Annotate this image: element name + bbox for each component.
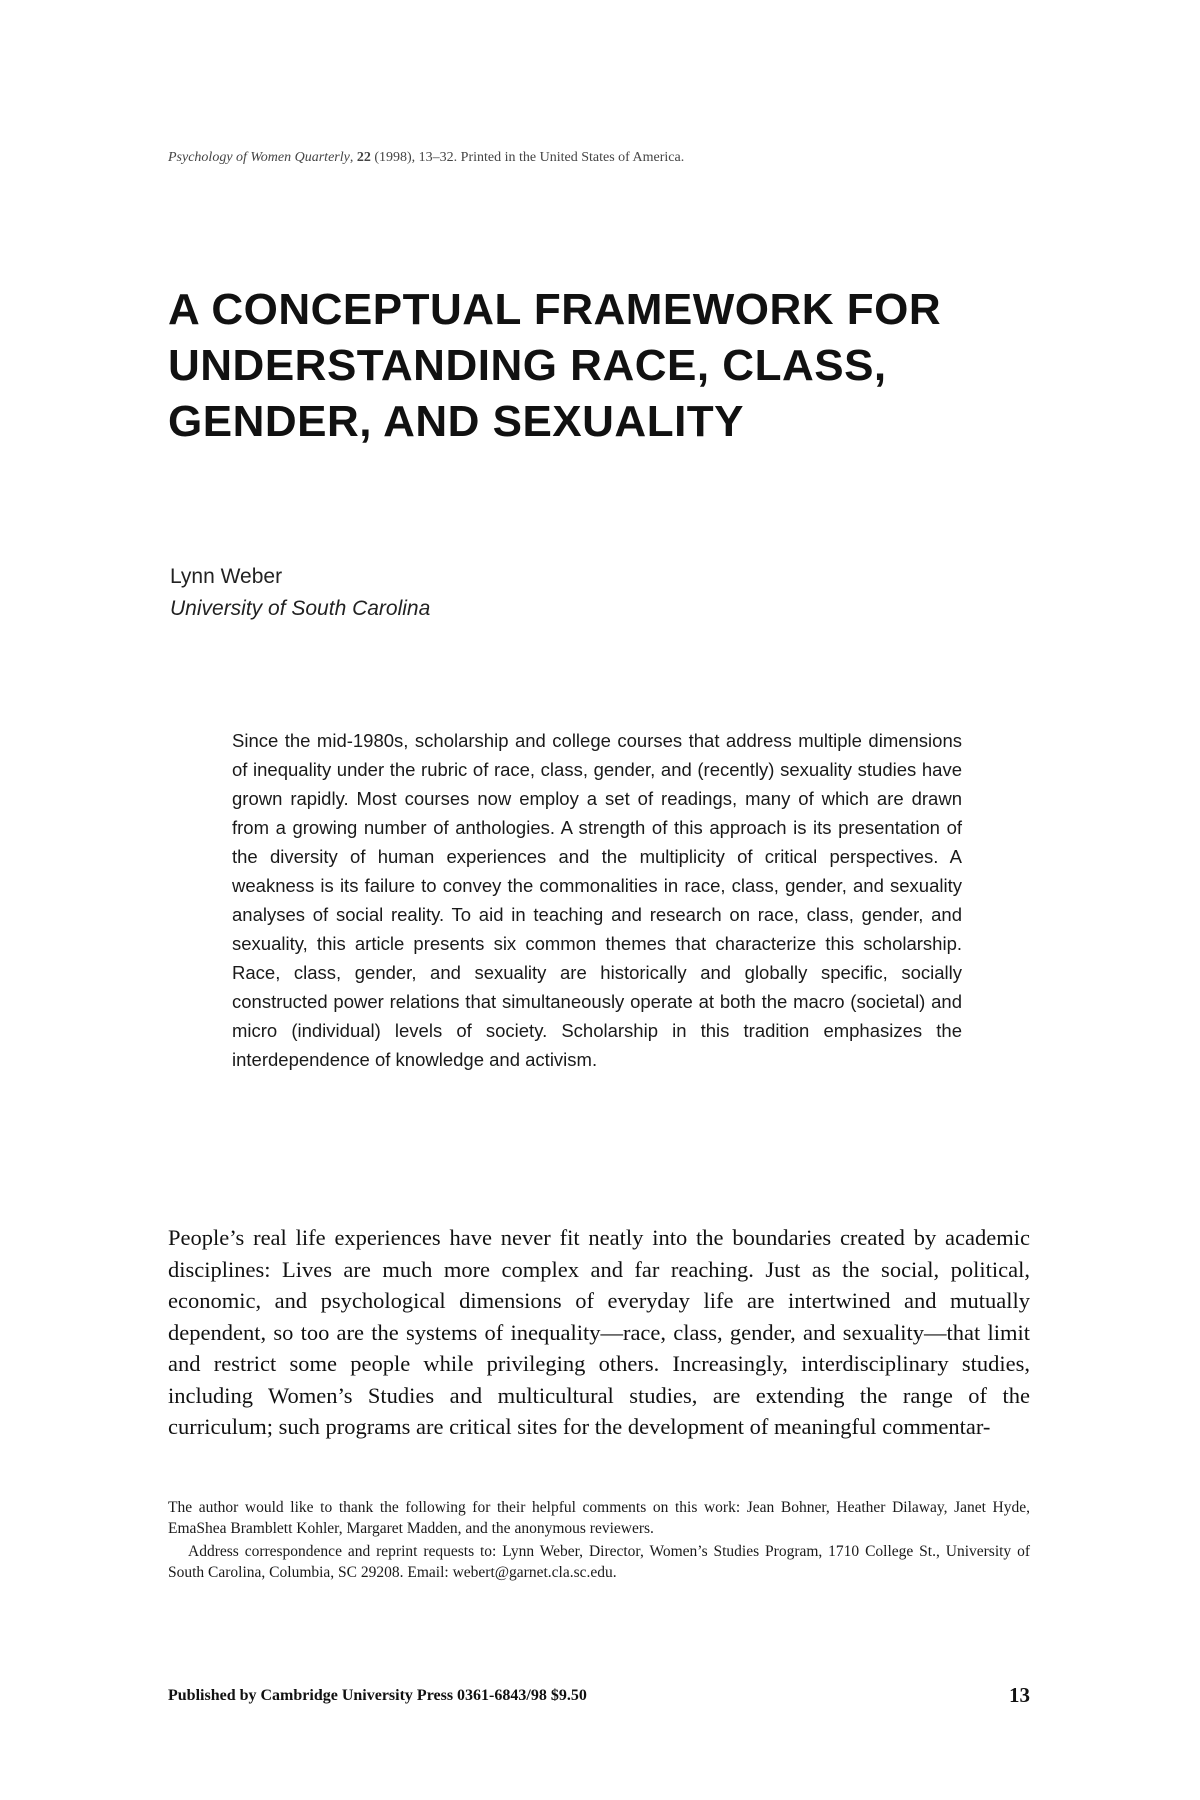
title-line: GENDER, AND SEXUALITY (168, 397, 745, 446)
title-line: UNDERSTANDING RACE, CLASS, (168, 341, 887, 390)
journal-name: Psychology of Women Quarterly (168, 150, 350, 165)
journal-volume: 22 (356, 150, 371, 165)
publisher-line: Published by Cambridge University Press 0361-6843/98 $9.50 (168, 1687, 587, 1704)
title-line: A CONCEPTUAL FRAMEWORK FOR (168, 285, 942, 334)
body-paragraph: People’s real life experiences have never fit neatly into the boundaries created by academic disciplines: Lives are much more complex and far reaching. Just as the social, political, economic, and psychological dimensions of everyday life are intertwined and mutually dependent, so too are the systems of inequality—race, class, gender, and sexuality—that limit and restrict some people while privileging others. Increasingly, interdisciplinary studies, including Women’s Studies and multicultural studies, are extending the range of the curriculum; such programs are critical sites for the development of meaningful commentar- (168, 1225, 1030, 1439)
author-affiliation: University of South Carolina (170, 597, 431, 620)
acknowledgment-note: The author would like to thank the following for their helpful comments on this work: Jean Bohner, Heather Dilaway, Janet Hyde, EmaShea Bramblett Kohler, Margaret Madden, and the anonymous reviewers. (168, 1499, 1030, 1537)
author-name: Lynn Weber (170, 565, 283, 588)
article-title (168, 282, 1048, 450)
page-number: 13 (1009, 1683, 1030, 1707)
correspondence-note: Address correspondence and reprint requests to: Lynn Weber, Director, Women’s Studies Program, 1710 College St., University of South Carolina, Columbia, SC 29208. Email: webert@garnet.cla.sc.edu. (168, 1543, 1030, 1581)
abstract: Since the mid-1980s, scholarship and college courses that address multiple dimensions of inequality under the rubric of race, class, gender, and (recently) sexuality studies have grown rapidly. Most courses now employ a set of readings, many of which are drawn from a growing number of anthologies. A strength of this approach is its presentation of the diversity of human experiences and the multiplicity of critical perspectives. A weakness is its failure to convey the commonalities in race, class, gender, and sexuality analyses of social reality. To aid in teaching and research on race, class, gender, and sexuality, this article presents six common themes that characterize this scholarship. Race, class, gender, and sexuality are historically and globally specific, socially constructed power relations that simultaneously operate at both the macro (societal) and micro (individual) levels of society. Scholarship in this tradition emphasizes the interdependence of knowledge and activism. (232, 730, 962, 1070)
running-head: Psychology of Women Quarterly, 22 (1998), 13–32. Printed in the United States of America. (168, 150, 685, 165)
journal-citation: (1998), 13–32. Printed in the United States of America. (374, 150, 685, 165)
footnotes (168, 1497, 1030, 1583)
